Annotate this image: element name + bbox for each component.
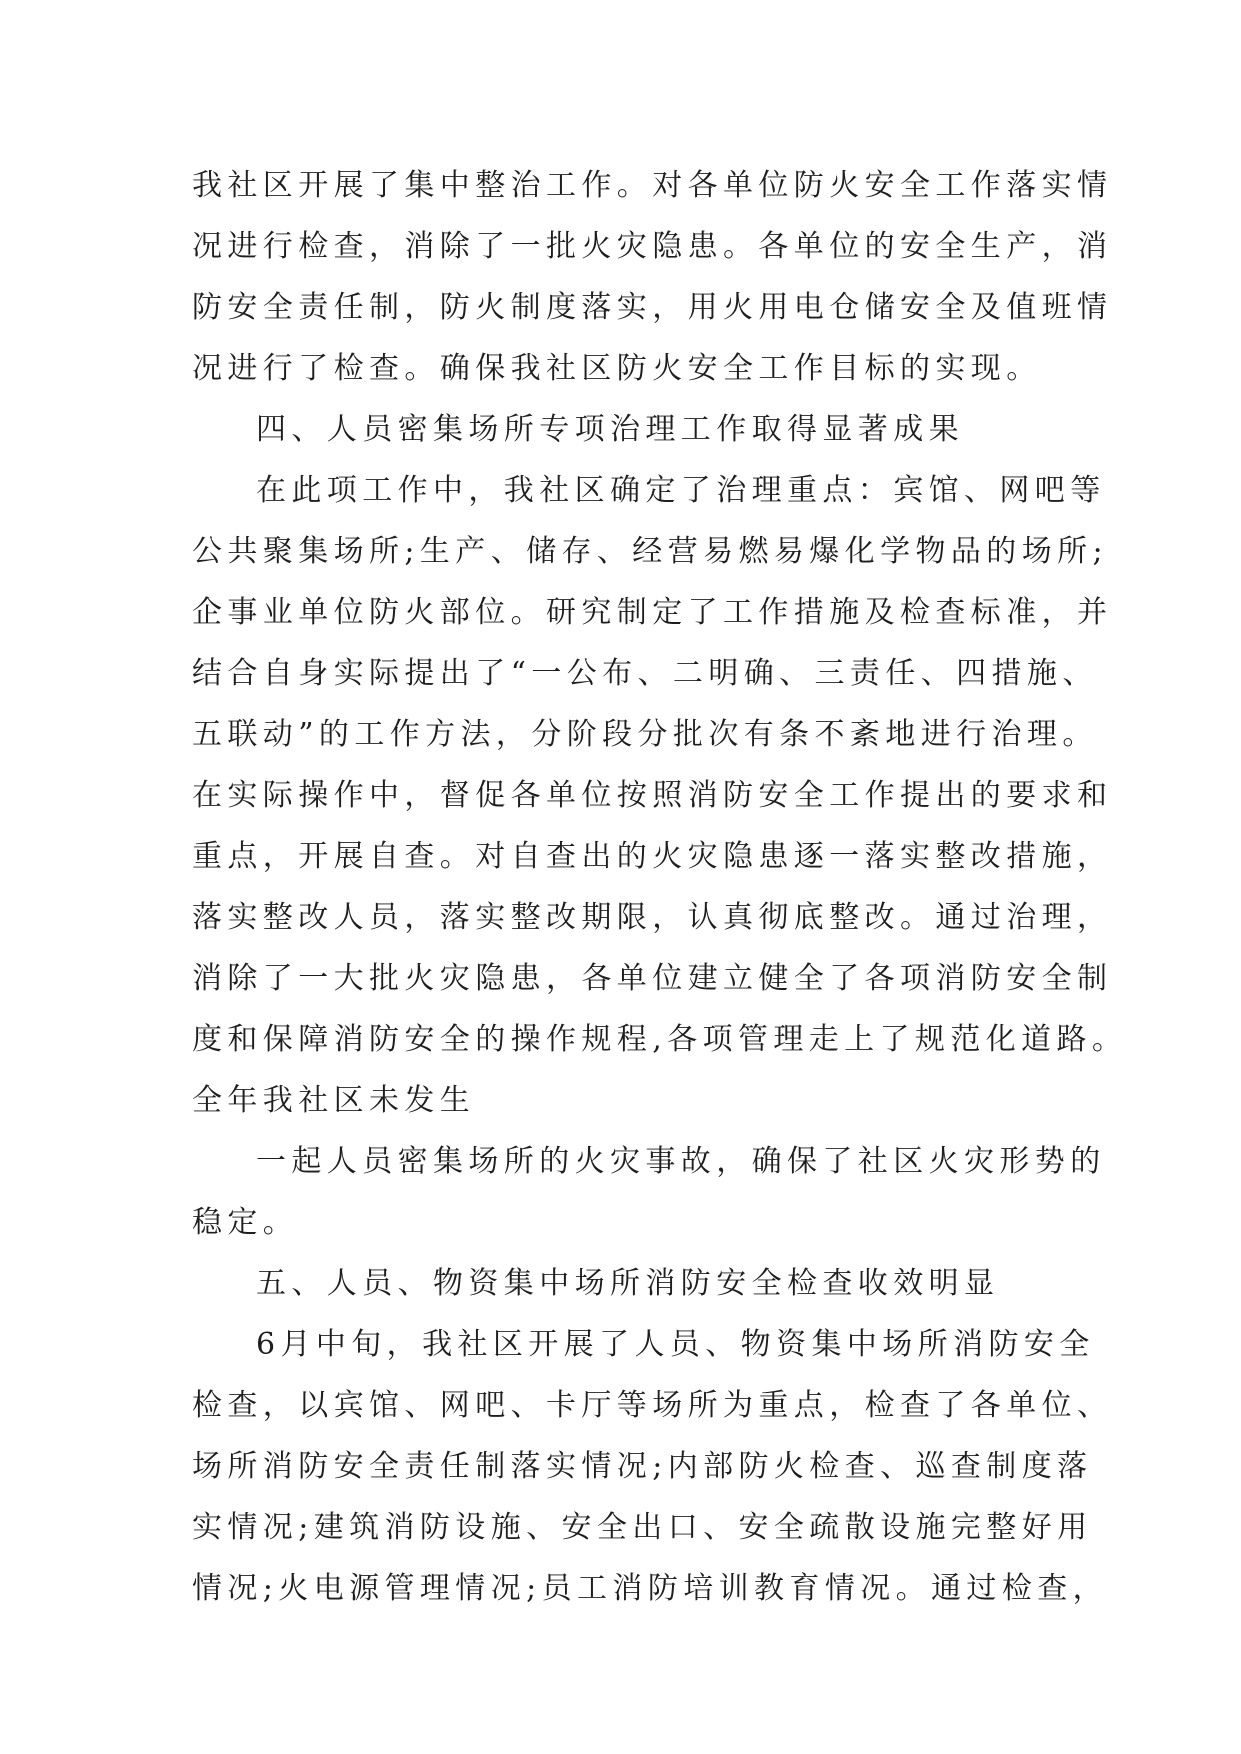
section-heading: 五、人员、物资集中场所消防安全检查收效明显 (256, 1266, 1000, 1301)
text-line: 况进行检查，消除了一批火灾隐患。各单位的安全生产，消 (192, 229, 1113, 264)
text-line: 稳定。 (192, 1205, 299, 1240)
text-line: 检查，以宾馆、网吧、卡厅等场所为重点，检查了各单位、 (192, 1388, 1113, 1423)
document-page (192, 155, 1128, 1619)
text-line: 场所消防安全责任制落实情况;内部防火检查、巡查制度落 (192, 1449, 1093, 1484)
text-line: 度和保障消防安全的操作规程,各项管理走上了规范化道路。 (192, 1022, 1128, 1057)
text-line: 企事业单位防火部位。研究制定了工作措施及检查标准，并 (192, 595, 1113, 630)
text-line: 实情况;建筑消防设施、安全出口、安全疏散设施完整好用 (192, 1510, 1093, 1545)
text-line: 一起人员密集场所的火灾事故，确保了社区火灾形势的 (256, 1144, 1106, 1179)
text-line: 在此项工作中，我社区确定了治理重点：宾馆、网吧等 (256, 473, 1106, 508)
text-line: 消除了一大批火灾隐患，各单位建立健全了各项消防安全制 (192, 961, 1113, 996)
text-line: 重点，开展自查。对自查出的火灾隐患逐一落实整改措施， (192, 839, 1113, 874)
text-line: 在实际操作中，督促各单位按照消防安全工作提出的要求和 (192, 778, 1113, 813)
text-line: 防安全责任制，防火制度落实，用火用电仓储安全及值班情 (192, 290, 1113, 325)
text-line: 我社区开展了集中整治工作。对各单位防火安全工作落实情 (192, 168, 1113, 203)
text-line: 况进行了检查。确保我社区防火安全工作目标的实现。 (192, 351, 1042, 386)
text-line: 情况;火电源管理情况;员工消防培训教育情况。通过检查， (192, 1571, 1109, 1606)
text-line: 公共聚集场所;生产、储存、经营易燃易爆化学物品的场所; (192, 534, 1109, 569)
text-line: 6月中旬，我社区开展了人员、物资集中场所消防安全 (256, 1327, 1095, 1362)
text-line: 结合自身实际提出了“一公布、二明确、三责任、四措施、 (192, 656, 1098, 691)
text-line: 落实整改人员，落实整改期限，认真彻底整改。通过治理， (192, 900, 1113, 935)
text-line: 五联动”的工作方法，分阶段分批次有条不紊地进行治理。 (192, 717, 1098, 752)
text-line: 全年我社区未发生 (192, 1083, 476, 1118)
section-heading: 四、人员密集场所专项治理工作取得显著成果 (256, 412, 964, 447)
